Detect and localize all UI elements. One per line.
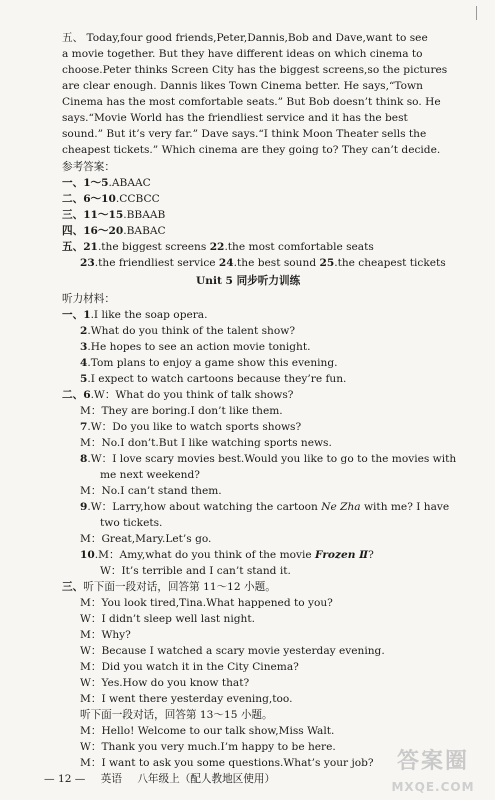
text-run: 二、 (62, 389, 84, 401)
text-run: 三、 (62, 209, 84, 221)
text-run: M：Hello! Welcome to our talk show,Miss Walt. (80, 725, 335, 737)
text-line (80, 452, 456, 467)
text-run: 四、 (62, 225, 84, 237)
text-run: .M：Amy,what do you think of the movie (94, 549, 316, 561)
text-run: 22 (209, 241, 225, 253)
text-run: W：Because I watched a scary movie yesterday evening. (80, 645, 385, 657)
text-run: 1 (83, 309, 91, 321)
text-line (62, 308, 208, 323)
text-line (80, 372, 346, 387)
text-line (100, 468, 200, 483)
text-line (62, 111, 408, 126)
text-run: M：I went there yesterday evening,too. (80, 693, 293, 705)
text-run: .BABAC (123, 225, 166, 237)
text-run: .ABAAC (108, 177, 151, 189)
text-run: 11～15 (83, 209, 124, 221)
text-run: .CCBCC (115, 193, 160, 205)
text-run: .He hopes to see an action movie tonight. (87, 341, 311, 353)
text-line (62, 580, 276, 595)
text-run: a movie together. But they have different ideas on which cinema to (62, 48, 423, 60)
text-run: 7 (80, 421, 88, 433)
text-line (62, 63, 447, 78)
text-run: Cinema has the most comfortable seats.” But Bob doesn’t think so. He (62, 96, 441, 108)
text-line (80, 500, 449, 515)
footer-subject: 英语 (100, 773, 122, 785)
text-run: choose.Peter thinks Screen City has the biggest screens,so the pictures (62, 64, 448, 76)
text-line (80, 356, 338, 371)
text-run: M：Great,Mary.Let’s go. (80, 533, 212, 545)
text-run: 6 (83, 389, 91, 401)
text-line (62, 143, 440, 158)
text-run: M：Why? (80, 629, 131, 641)
text-line (62, 388, 293, 403)
text-run: .the cheapest tickets (334, 257, 446, 269)
text-line (62, 224, 166, 239)
text-line (62, 95, 441, 110)
text-run: 5 (80, 373, 88, 385)
text-run: ? (368, 549, 374, 561)
text-line (80, 548, 374, 563)
text-run: M：No.I don’t.But I like watching sports news. (80, 437, 332, 449)
text-run: .I expect to watch cartoons because they’re fun. (87, 373, 347, 385)
text-line (80, 532, 211, 547)
text-run: 听力材料： (62, 293, 115, 305)
text-run: Unit 5 同步听力训练 (196, 275, 301, 287)
text-line (62, 192, 160, 207)
text-line (80, 436, 332, 451)
text-line (80, 420, 301, 435)
text-run: 参考答案： (62, 161, 115, 173)
page-corner-mark (468, 6, 477, 20)
text-run: 9 (80, 501, 88, 513)
text-run: 听下面一段对话，回答第 11～12 小题。 (83, 581, 276, 593)
text-run: W：Thank you very much.I’m happy to be here. (80, 741, 336, 753)
text-run: 2 (80, 325, 88, 337)
text-run: 10 (80, 549, 95, 561)
text-line (100, 516, 162, 531)
text-run: W：Yes.How do you know that? (80, 677, 250, 689)
text-run: .the friendliest service (94, 257, 219, 269)
text-line (80, 676, 249, 691)
text-run: 4 (80, 357, 88, 369)
text-run: two tickets. (100, 517, 163, 529)
text-line (80, 756, 374, 771)
page-number: — 12 — (44, 773, 86, 785)
text-run: 1～5 (83, 177, 109, 189)
text-line (62, 31, 428, 46)
text-line (80, 612, 255, 627)
text-run: M：No.I can’t stand them. (80, 485, 222, 497)
text-line (196, 274, 300, 289)
text-run: M：They are boring.I don’t like them. (80, 405, 283, 417)
text-run: with me? I have (360, 501, 450, 513)
text-line (62, 208, 165, 223)
text-run: 25 (319, 257, 335, 269)
text-line (80, 692, 292, 707)
text-line (62, 47, 423, 62)
text-run: 二、 (62, 193, 84, 205)
text-run: .W：Larry,how about watching the cartoon (87, 501, 322, 513)
text-run: are clear enough. Dannis likes Town Cinema better. He says,“Town (62, 80, 423, 92)
text-run: 24 (218, 257, 234, 269)
text-line (62, 160, 115, 175)
text-run: 23 (80, 257, 95, 269)
text-run: 一、 (62, 309, 84, 321)
watermark-url: MXQE.COM (391, 780, 475, 794)
text-line (62, 240, 374, 255)
text-run: .the best sound (233, 257, 320, 269)
text-run: .Tom plans to enjoy a game show this evening. (87, 357, 338, 369)
text-run: W：I didn’t sleep well last night. (80, 613, 255, 625)
text-line (62, 292, 115, 307)
text-line (80, 644, 385, 659)
text-run: 21 (83, 241, 98, 253)
text-run: .What do you think of the talent show? (87, 325, 295, 337)
text-line (80, 324, 295, 339)
text-run: .W：I love scary movies best.Would you like to go to the movies with (87, 453, 457, 465)
text-line (100, 564, 291, 579)
text-run: me next weekend? (100, 469, 200, 481)
text-run: 16～20 (83, 225, 124, 237)
text-run: .the most comfortable seats (224, 241, 374, 253)
text-line (80, 660, 299, 675)
text-run: .BBAAB (123, 209, 166, 221)
footer-grade: 八年级上（配人教地区使用） (137, 773, 276, 785)
text-run: W：It’s terrible and I can’t stand it. (100, 565, 291, 577)
text-run: 6～10 (83, 193, 116, 205)
text-run: Frozen Ⅱ (315, 549, 369, 561)
watermark-logo (385, 749, 481, 796)
text-run: M：Did you watch it in the City Cinema? (80, 661, 299, 673)
text-line (80, 628, 131, 643)
text-line (80, 596, 333, 611)
text-line (80, 708, 273, 723)
text-line (62, 127, 426, 142)
page-footer (44, 772, 287, 786)
text-line (80, 724, 334, 739)
text-run: 五、 (62, 32, 84, 44)
text-run: Ne Zha (321, 501, 361, 513)
text-line (62, 176, 151, 191)
text-run: .the biggest screens (97, 241, 210, 253)
text-run: says.“Movie World has the friendliest service and it has the best (62, 112, 408, 124)
text-run: 五、 (62, 241, 84, 253)
text-line (80, 484, 222, 499)
text-line (80, 404, 283, 419)
text-run: 三、 (62, 581, 84, 593)
text-run: M：I want to ask you some questions.What’s your job? (80, 757, 374, 769)
watermark-logo-text: 答案圈 (396, 749, 469, 774)
text-line (80, 256, 446, 271)
text-run: .W：Do you like to watch sports shows? (87, 421, 302, 433)
text-run: Today,four good friends,Peter,Dannis,Bob and Dave,want to see (83, 32, 428, 44)
text-line (62, 79, 423, 94)
text-run: 3 (80, 341, 88, 353)
text-run: cheapest tickets.” Which cinema are they going to? They can’t decide. (62, 144, 441, 156)
text-line (80, 740, 336, 755)
text-run: sound.” But it’s very far.” Dave says.“I think Moon Theater sells the (62, 128, 427, 140)
text-run: .W：What do you think of talk shows? (90, 389, 294, 401)
text-run: 听下面一段对话，回答第 13～15 小题。 (80, 709, 273, 721)
text-line (80, 340, 311, 355)
text-run: 一、 (62, 177, 84, 189)
text-run: M：You look tired,Tina.What happened to you? (80, 597, 333, 609)
text-run: 8 (80, 453, 88, 465)
text-run: .I like the soap opera. (90, 309, 208, 321)
